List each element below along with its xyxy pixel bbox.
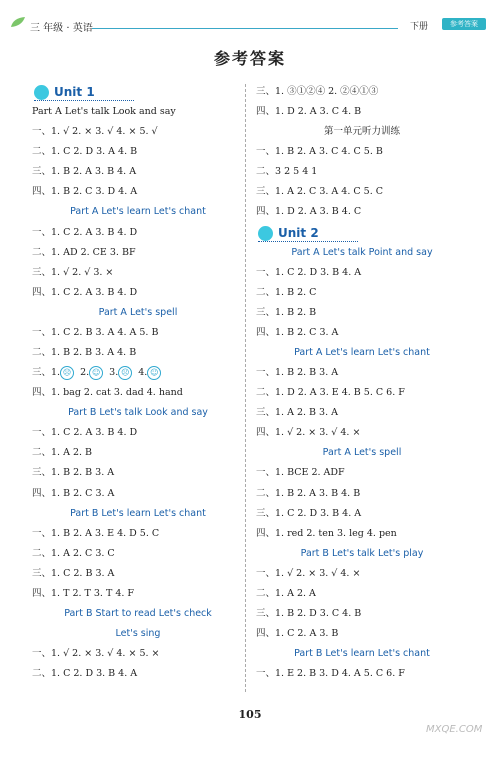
answer-line: 四、1. D 2. A 3. C 4. B (256, 106, 362, 118)
answer-line: 三、1. B 2. A 3. B 4. A (32, 166, 137, 178)
unit-title: Unit 1 (54, 85, 95, 99)
answer-label: 三、 (32, 367, 52, 379)
answer-line: 一、1. √ 2. × 3. √ 4. × (256, 567, 361, 579)
smiling-face-icon: ☺ (89, 366, 103, 380)
unit-underline (34, 100, 134, 101)
section-heading: Part A Let's talk Point and say (291, 246, 433, 258)
answer-badge: 参考答案 (442, 18, 486, 30)
unit-underline (258, 241, 358, 242)
page-number: 105 (238, 708, 262, 721)
answer-line: 四、1. T 2. T 3. T 4. F (32, 587, 134, 599)
answer-line: 四、1. C 2. A 3. B (256, 628, 339, 640)
section-heading: Part A Let's learn Let's chant (294, 347, 430, 359)
answer-line: 三、1. C 2. D 3. B 4. A (256, 507, 362, 519)
answer-line: 三、1. B 2. B 3. A (32, 467, 115, 479)
watermark: MXQE.COM (426, 724, 483, 735)
answer-line-faces (32, 363, 244, 383)
unit-heading (256, 223, 468, 243)
answer-line: 三、1. A 2. C 3. A 4. C 5. C (256, 186, 384, 198)
answer-line: 一、1. C 2. D 3. B 4. A (256, 266, 362, 278)
face-number: 4. (138, 367, 148, 379)
answer-line: 三、1. C 2. B 3. A (32, 567, 115, 579)
term-label: 下册 (410, 22, 429, 32)
answer-line: 一、1. B 2. A 3. E 4. D 5. C (32, 527, 160, 539)
face-number: 2. (80, 367, 90, 379)
answer-line: 一、1. E 2. B 3. D 4. A 5. C 6. F (256, 668, 405, 680)
sad-face-icon: ☹ (60, 366, 74, 380)
answer-line: 二、1. B 2. A 3. B 4. B (256, 487, 361, 499)
section-heading: 第一单元听力训练 (323, 126, 400, 138)
answer-line: 一、1. C 2. B 3. A 4. A 5. B (32, 326, 159, 338)
answer-line: 三、1. ③①②④ 2. ②④①③ (256, 86, 379, 97)
answer-line: 一、1. √ 2. × 3. √ 4. × 5. × (32, 648, 160, 660)
unit-heading (32, 82, 244, 102)
answer-line: 二、1. A 2. B (32, 447, 93, 459)
unit-dot-icon (258, 226, 273, 241)
right-column (256, 82, 468, 684)
section-heading: Part B Let's learn Let's chant (294, 648, 430, 660)
answer-line: 四、1. B 2. C 3. D 4. A (32, 186, 138, 198)
answer-line: 四、1. D 2. A 3. B 4. C (256, 206, 362, 218)
section-heading: Part B Let's learn Let's chant (70, 507, 206, 519)
answer-line: 二、1. A 2. C 3. C (32, 547, 115, 559)
answer-line: 三、1. B 2. B (256, 306, 317, 318)
sad-face-icon: ☹ (118, 366, 132, 380)
answer-line: 四、1. red 2. ten 3. leg 4. pen (256, 527, 397, 539)
left-column (32, 82, 244, 684)
leaf-icon (10, 16, 26, 28)
answer-line: 三、1. √ 2. √ 3. × (32, 266, 114, 278)
answer-line: 四、1. B 2. C 3. A (32, 487, 115, 499)
face-number: 1. (51, 367, 61, 379)
smiling-face-icon: ☺ (147, 366, 161, 380)
section-heading: Let's sing (115, 628, 161, 640)
answer-line: 一、1. C 2. A 3. B 4. D (32, 427, 138, 439)
answer-line: 一、1. B 2. B 3. A (256, 367, 339, 379)
answer-line: 三、1. A 2. B 3. A (256, 407, 338, 419)
section-heading: Part B Let's talk Look and say (68, 407, 208, 419)
answer-line: 四、1. B 2. C 3. A (256, 326, 339, 338)
answer-line: 二、1. C 2. D 3. A 4. B (32, 146, 138, 158)
section-heading: Part A Let's spell (98, 306, 178, 318)
answer-line: 二、3 2 5 4 1 (256, 166, 318, 178)
answer-line: 三、1. B 2. D 3. C 4. B (256, 608, 362, 620)
answer-line: 一、1. B 2. A 3. C 4. C 5. B (256, 146, 383, 158)
answer-line: 四、1. C 2. A 3. B 4. D (32, 286, 138, 298)
section-heading: Part A Let's learn Let's chant (70, 206, 206, 218)
answer-line: 二、1. A 2. A (256, 587, 316, 599)
answer-line: 一、1. BCE 2. ADF (256, 467, 345, 479)
header-rule (92, 28, 398, 29)
answer-line: 二、1. B 2. C (256, 286, 317, 298)
answer-line: 一、1. C 2. A 3. B 4. D (32, 226, 138, 238)
section-heading: Part B Let's talk Let's play (300, 547, 424, 559)
page-header (0, 0, 500, 40)
unit-dot-icon (34, 85, 49, 100)
answer-line: Part A Let's talk Look and say (32, 106, 176, 118)
answer-line: 二、1. C 2. D 3. B 4. A (32, 668, 138, 680)
unit-title: Unit 2 (278, 225, 319, 240)
answer-line: 二、1. AD 2. CE 3. BF (32, 246, 136, 258)
answer-line: 四、1. √ 2. × 3. √ 4. × (256, 427, 361, 439)
section-heading: Part A Let's spell (322, 447, 402, 459)
column-divider (245, 84, 246, 692)
answer-line: 二、1. B 2. B 3. A 4. B (32, 347, 137, 359)
grade-subject: 三 年级 · 英语 (30, 23, 93, 34)
answer-line: 二、1. D 2. A 3. E 4. B 5. C 6. F (256, 387, 405, 399)
face-number: 3. (109, 367, 119, 379)
page-title: 参考答案 (213, 49, 286, 68)
section-heading: Part B Start to read Let's check (64, 608, 212, 620)
answer-line: 一、1. √ 2. × 3. √ 4. × 5. √ (32, 126, 158, 138)
answer-line: 四、1. bag 2. cat 3. dad 4. hand (32, 387, 183, 399)
